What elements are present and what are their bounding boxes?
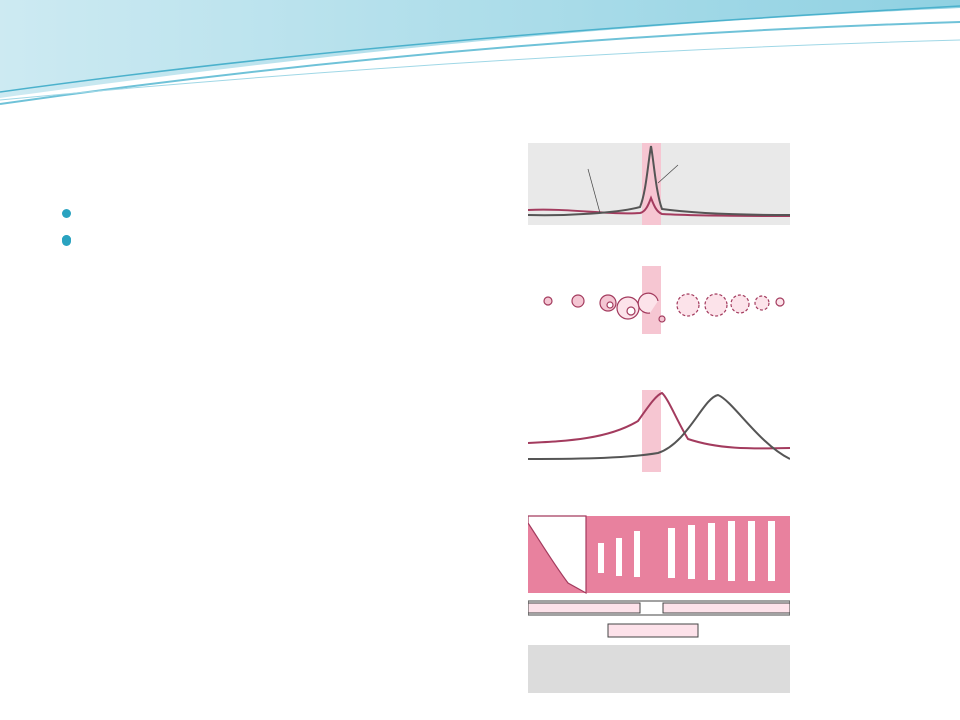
day-axis-panel xyxy=(528,645,790,693)
decorative-header-swoosh xyxy=(0,0,960,110)
menstrual-cycle-figure xyxy=(528,143,790,708)
bullet-list xyxy=(62,204,472,232)
bullet-dot-icon xyxy=(62,209,71,218)
bullet-dot-icon xyxy=(62,237,71,246)
